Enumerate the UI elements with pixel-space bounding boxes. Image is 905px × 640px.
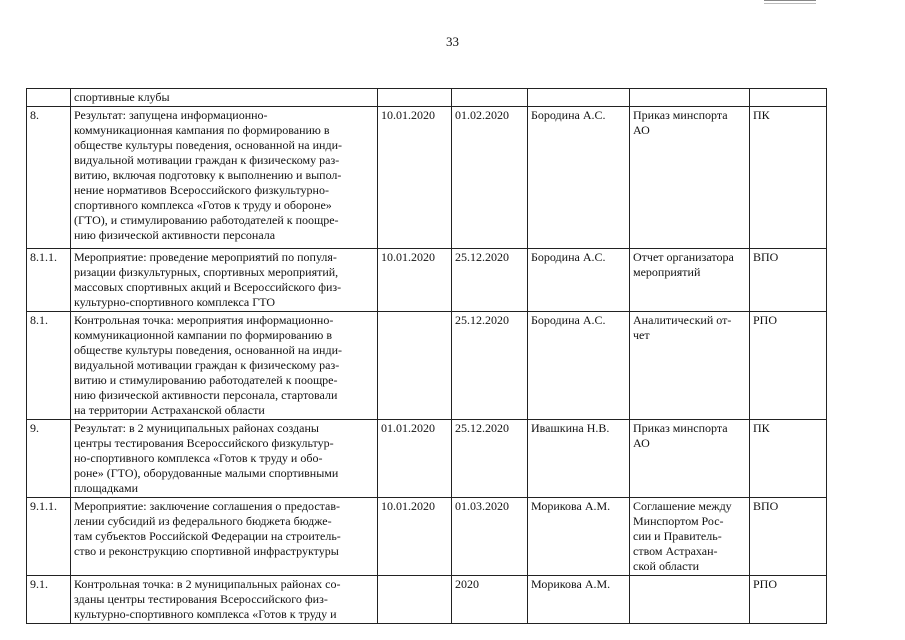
description-cell-line: витию и стимулированию работодателей к поощре- xyxy=(74,373,338,387)
document-cell-line: Приказ минспорта xyxy=(633,421,728,435)
description-cell-line: обществе культуры поведения, основанной на инди- xyxy=(74,138,342,152)
description-cell-line: культурно-спортивного комплекса «Готов к труду и xyxy=(74,607,337,621)
row-number-cell: 8.1.1. xyxy=(27,249,71,312)
table-row xyxy=(27,420,827,498)
end-date-cell: 01.03.2020 xyxy=(452,498,528,576)
description-cell-line: Результат: запущена информационно- xyxy=(74,108,268,122)
description-cell-line: Контрольная точка: в 2 муниципальных районах со- xyxy=(74,577,341,591)
start-date-cell xyxy=(378,89,452,107)
description-cell-line: видуальной мотивации граждан к физическому раз- xyxy=(74,153,340,167)
end-date-cell: 01.02.2020 xyxy=(452,107,528,249)
description-cell-line: роне» (ГТО), оборудованные малыми спортивными xyxy=(74,466,339,480)
description-cell-line: нию физической активности персонала, стартовали xyxy=(74,388,338,402)
responsible-cell: Бородина А.С. xyxy=(528,312,630,420)
start-date-cell: 10.01.2020 xyxy=(378,107,452,249)
control-level-cell: РПО xyxy=(750,576,827,624)
control-level-cell: ВПО xyxy=(750,498,827,576)
document-cell-line: Отчет организатора xyxy=(633,250,734,264)
document-cell-line: Соглашение между xyxy=(633,499,732,513)
document-cell-line: ской области xyxy=(633,559,700,573)
responsible-cell: Бородина А.С. xyxy=(528,107,630,249)
description-cell-line: массовых спортивных акций и Всероссийского физ- xyxy=(74,280,342,294)
description-cell-line: спортивного комплекса «Готов к труду и обороне» xyxy=(74,198,332,212)
row-number-cell: 9.1. xyxy=(27,576,71,624)
table-row xyxy=(27,498,827,576)
row-number-cell: 8.1. xyxy=(27,312,71,420)
description-cell-line: спортивные клубы xyxy=(74,90,170,104)
description-cell-line: Мероприятие: проведение мероприятий по популя- xyxy=(74,250,337,264)
table-row xyxy=(27,89,827,107)
description-cell-line: коммуникационной кампании по формированию в xyxy=(74,328,333,342)
end-date-cell: 25.12.2020 xyxy=(452,312,528,420)
responsible-cell: Ивашкина Н.В. xyxy=(528,420,630,498)
description-cell-line: Результат: в 2 муниципальных районах созданы xyxy=(74,421,319,435)
description-cell-line: Контрольная точка: мероприятия информационно- xyxy=(74,313,334,327)
document-cell xyxy=(630,89,750,107)
description-cell-line: витию, включая подготовку к выполнению и выпол- xyxy=(74,168,342,182)
description-cell-line: коммуникационная кампания по формированию в xyxy=(74,123,330,137)
row-number-cell: 9.1.1. xyxy=(27,498,71,576)
responsible-cell xyxy=(528,89,630,107)
document-cell-line: Минспортом Рос- xyxy=(633,514,724,528)
table-row xyxy=(27,576,827,624)
document-cell-line: ством Астрахан- xyxy=(633,544,718,558)
description-cell-line: ризации физкультурных, спортивных мероприятий, xyxy=(74,265,339,279)
row-number-cell: 9. xyxy=(27,420,71,498)
end-date-cell: 25.12.2020 xyxy=(452,420,528,498)
description-cell-line: культурно-спортивного комплекса ГТО xyxy=(74,295,276,309)
document-cell-line: АО xyxy=(633,123,650,137)
end-date-cell: 25.12.2020 xyxy=(452,249,528,312)
description-cell xyxy=(71,420,378,498)
description-cell-line: нию физической активности персонала xyxy=(74,228,276,242)
description-cell xyxy=(71,249,378,312)
document-cell xyxy=(630,576,750,624)
control-level-cell: ПК xyxy=(750,107,827,249)
table-row xyxy=(27,312,827,420)
document-cell xyxy=(630,498,750,576)
start-date-cell: 01.01.2020 xyxy=(378,420,452,498)
description-cell-line: центры тестирования Всероссийского физкультур- xyxy=(74,436,334,450)
end-date-cell: 2020 xyxy=(452,576,528,624)
control-level-cell: РПО xyxy=(750,312,827,420)
row-number-cell xyxy=(27,89,71,107)
description-cell xyxy=(71,312,378,420)
document-cell-line: чет xyxy=(633,328,650,342)
description-cell-line: (ГТО), и стимулированию работодателей к поощре- xyxy=(74,213,339,227)
description-cell-line: нение нормативов Всероссийского физкультурно- xyxy=(74,183,329,197)
end-date-cell xyxy=(452,89,528,107)
document-cell-line: мероприятий xyxy=(633,265,701,279)
document-cell xyxy=(630,249,750,312)
description-cell-line: на территории Астраханской области xyxy=(74,403,265,417)
document-cell-line: АО xyxy=(633,436,650,450)
description-cell xyxy=(71,89,378,107)
description-cell-line: зданы центры тестирования Всероссийского физ- xyxy=(74,592,328,606)
page-number: 33 xyxy=(446,34,459,49)
table-row xyxy=(27,249,827,312)
control-level-cell xyxy=(750,89,827,107)
description-cell-line: лении субсидий из федерального бюджета бюдже- xyxy=(74,514,332,528)
description-cell-line: видуальной мотивации граждан к физическому раз- xyxy=(74,358,340,372)
start-date-cell xyxy=(378,576,452,624)
description-cell xyxy=(71,107,378,249)
description-cell-line: там субъектов Российской Федерации на строитель- xyxy=(74,529,341,543)
description-cell-line: Мероприятие: заключение соглашения о предостав- xyxy=(74,499,341,513)
description-cell-line: обществе культуры поведения, основанной на инди- xyxy=(74,343,342,357)
plan-table-body xyxy=(27,89,827,624)
start-date-cell: 10.01.2020 xyxy=(378,249,452,312)
document-cell xyxy=(630,420,750,498)
table-row xyxy=(27,107,827,249)
document-cell xyxy=(630,312,750,420)
row-number-cell: 8. xyxy=(27,107,71,249)
description-cell-line: ство и реконструкцию спортивной инфраструктуры xyxy=(74,544,339,558)
document-cell xyxy=(630,107,750,249)
document-cell-line: Приказ минспорта xyxy=(633,108,728,122)
description-cell-line: но-спортивного комплекса «Готов к труду и обо- xyxy=(74,451,323,465)
document-cell-line: сии и Правитель- xyxy=(633,529,722,543)
start-date-cell: 10.01.2020 xyxy=(378,498,452,576)
description-cell xyxy=(71,576,378,624)
scan-artifact xyxy=(764,0,816,4)
responsible-cell: Морикова А.М. xyxy=(528,576,630,624)
control-level-cell: ПК xyxy=(750,420,827,498)
responsible-cell: Морикова А.М. xyxy=(528,498,630,576)
control-level-cell: ВПО xyxy=(750,249,827,312)
start-date-cell xyxy=(378,312,452,420)
responsible-cell: Бородина А.С. xyxy=(528,249,630,312)
plan-table xyxy=(26,88,827,624)
document-cell-line: Аналитический от- xyxy=(633,313,732,327)
description-cell-line: площадками xyxy=(74,481,139,495)
description-cell xyxy=(71,498,378,576)
